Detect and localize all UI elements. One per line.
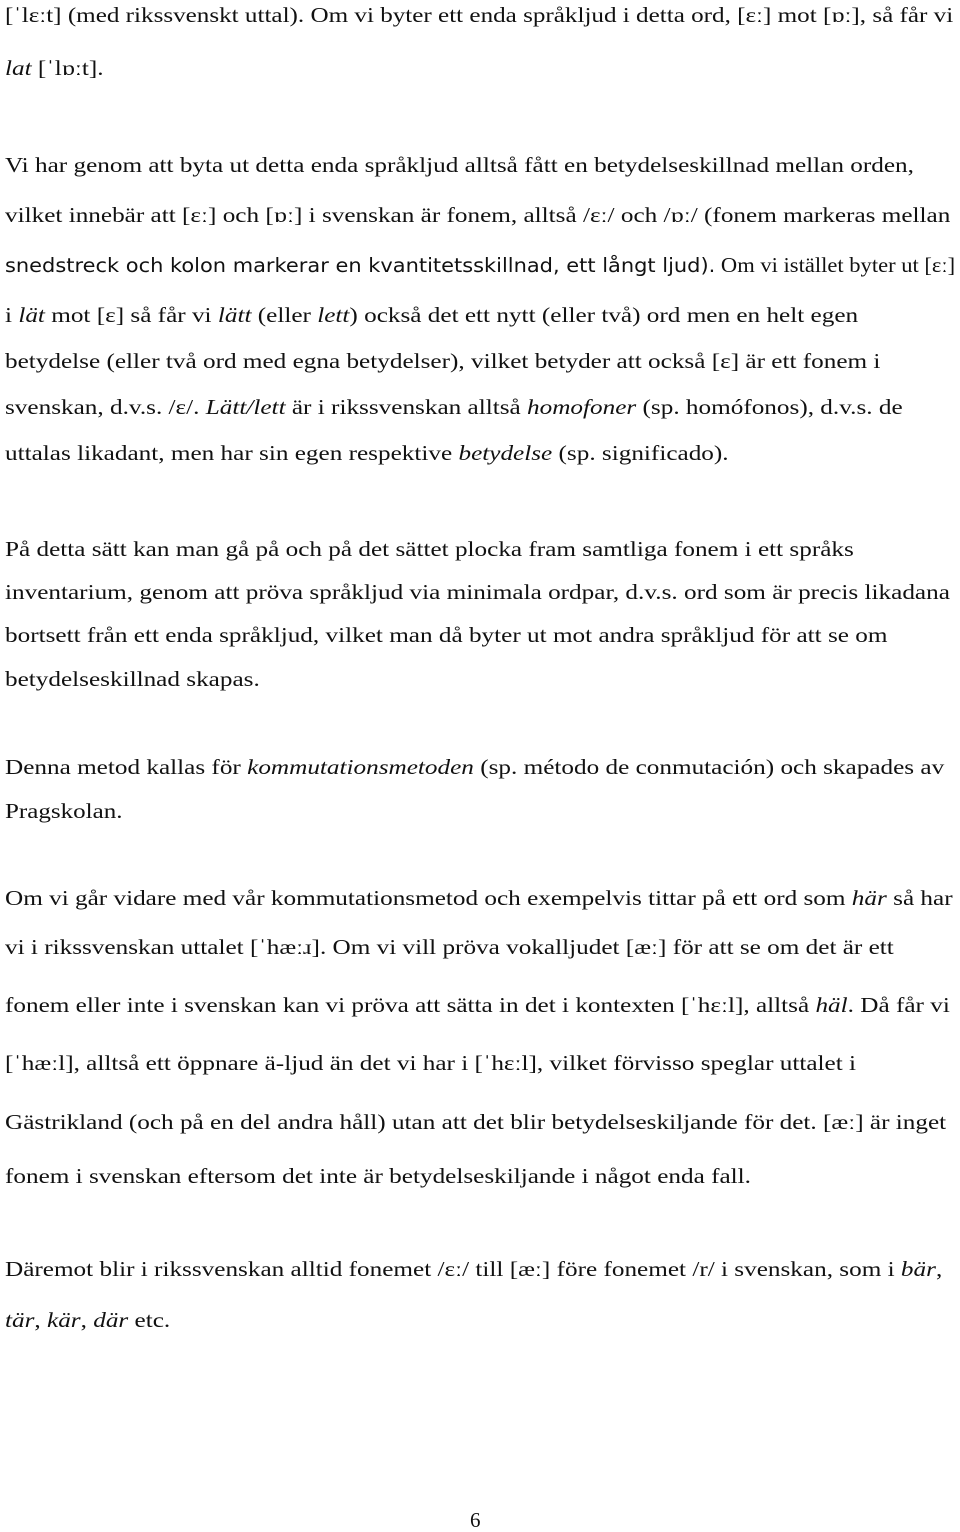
text-run: , bbox=[34, 1308, 48, 1332]
text-run: vilket innebär att [ɛː] och [ɒː] i svenskan är fonem, alltså /ɛː/ och /ɒː/ (fonem markeras mellan bbox=[5, 203, 951, 227]
text-run: mot [ɛ] så får vi bbox=[44, 303, 218, 327]
text-run: är i rikssvenskan alltså bbox=[285, 395, 528, 419]
italic-text: lat bbox=[5, 56, 32, 80]
text-run: vi i rikssvenskan uttalet [ˈhæːɹ]. bbox=[5, 935, 327, 959]
text-line bbox=[5, 582, 950, 603]
text-run: [ˈlɛːt] (med rikssvenskt uttal). Om vi byter ett enda språkljud i detta ord, [ɛː] mot [ɒː], så får vi bbox=[5, 3, 954, 27]
italic-text: bär bbox=[900, 1257, 936, 1281]
text-run: (sp. homófonos), d.v.s. de bbox=[636, 395, 903, 419]
page-number: 6 bbox=[470, 1508, 481, 1532]
text-line bbox=[5, 1166, 751, 1187]
text-line bbox=[5, 757, 944, 778]
text-line bbox=[5, 58, 104, 79]
text-run: [ˈlɒːt]. bbox=[31, 56, 104, 80]
italic-text: häl bbox=[815, 993, 848, 1017]
text-run: Om vi istället byter ut [ɛː] bbox=[715, 253, 956, 277]
text-run: . Då får vi bbox=[847, 993, 950, 1017]
text-line bbox=[5, 1310, 170, 1331]
text-line bbox=[5, 995, 950, 1016]
text-run: betydelse (eller två ord med egna betydelser), vilket betyder att också [ɛ] är ett fonem i bbox=[5, 349, 881, 373]
text-run: betydelseskillnad skapas. bbox=[5, 667, 260, 691]
text-run: så har bbox=[886, 886, 953, 910]
italic-text: Lätt/lett bbox=[205, 395, 286, 419]
text-run: Gästrikland (och på en del andra håll) utan att det blir betydelseskiljande för det. [æː] är inget bbox=[5, 1110, 947, 1134]
italic-text: tär bbox=[5, 1308, 35, 1332]
text-run: fonem eller inte i svenskan kan vi pröva att sätta in det i kontexten [ˈhɛːl], alltså bbox=[5, 993, 816, 1017]
text-line bbox=[5, 5, 953, 26]
italic-text: lett bbox=[317, 303, 350, 327]
text-run: etc. bbox=[128, 1308, 171, 1332]
text-line bbox=[5, 1053, 856, 1074]
text-line bbox=[5, 397, 903, 418]
italic-text: betydelse bbox=[458, 441, 553, 465]
text-line bbox=[5, 801, 122, 822]
text-run: (sp. significado). bbox=[552, 441, 729, 465]
text-run: bortsett från ett enda språkljud, vilket man då byter ut mot andra språkljud för att se om bbox=[5, 623, 888, 647]
text-line bbox=[5, 1259, 942, 1280]
text-line bbox=[5, 443, 729, 464]
text-line bbox=[5, 205, 950, 226]
text-line bbox=[5, 888, 953, 909]
text-line bbox=[5, 625, 887, 646]
text-run: På detta sätt kan man gå på och på det sättet plocka fram samtliga fonem i ett språks bbox=[5, 537, 854, 561]
text-run: snedstreck och kolon markerar en kvantitetsskillnad, ett långt ljud). bbox=[5, 254, 716, 277]
text-line bbox=[5, 669, 260, 690]
text-run: fonem i svenskan eftersom det inte är betydelseskiljande i något enda fall. bbox=[5, 1164, 751, 1188]
text-run: Om vi går vidare med vår kommutationsmetod och exempelvis tittar på ett ord som bbox=[5, 886, 852, 910]
text-line bbox=[5, 937, 894, 958]
text-run: Vi har genom att byta ut detta enda språkljud alltså fått en betydelseskillnad mellan orden, bbox=[5, 153, 914, 177]
text-run: svenskan, d.v.s. /ɛ/. bbox=[5, 395, 206, 419]
italic-text: kommutationsmetoden bbox=[247, 755, 474, 779]
text-run: (sp. método de conmutación) och skapades av bbox=[473, 755, 945, 779]
italic-text: homofoner bbox=[527, 395, 637, 419]
text-line bbox=[5, 155, 914, 176]
text-run: Däremot blir i rikssvenskan alltid fonemet /ɛː/ till [æː] före fonemet /r/ i svenskan, som i bbox=[5, 1257, 901, 1281]
text-run: (eller bbox=[251, 303, 318, 327]
text-line bbox=[5, 351, 880, 372]
italic-text: där bbox=[93, 1308, 129, 1332]
italic-text: här bbox=[851, 886, 887, 910]
text-run: ) också det ett nytt (eller två) ord men en helt egen bbox=[349, 303, 859, 327]
text-run: Denna metod kallas för bbox=[5, 755, 248, 779]
text-line bbox=[5, 255, 955, 276]
text-run: Pragskolan. bbox=[5, 799, 123, 823]
text-line bbox=[5, 539, 854, 560]
text-run: i bbox=[5, 303, 19, 327]
text-run: , bbox=[935, 1257, 943, 1281]
text-run: inventarium, genom att pröva språkljud via minimala ordpar, d.v.s. ord som är precis likadana bbox=[5, 580, 950, 604]
italic-text: lätt bbox=[217, 303, 252, 327]
italic-text: kär bbox=[47, 1308, 81, 1332]
text-run: [ˈhæːl], alltså ett öppnare ä-ljud än det vi har i [ˈhɛːl], vilket förvisso speglar uttalet i bbox=[5, 1051, 857, 1075]
text-line bbox=[5, 1112, 946, 1133]
text-run: uttalas likadant, men har sin egen respektive bbox=[5, 441, 459, 465]
text-run: , bbox=[80, 1308, 94, 1332]
text-run: Om vi vill pröva vokalljudet [æː] för att se om det är ett bbox=[326, 935, 894, 959]
italic-text: lät bbox=[18, 303, 45, 327]
text-line bbox=[5, 305, 858, 326]
